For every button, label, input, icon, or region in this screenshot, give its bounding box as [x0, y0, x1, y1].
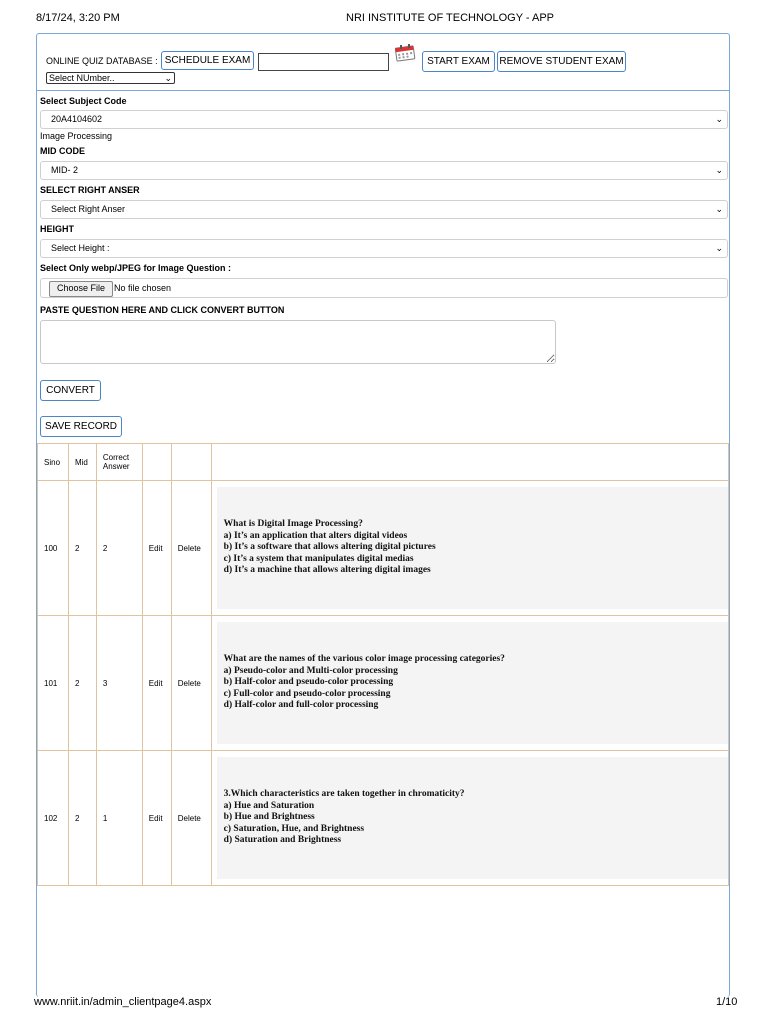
subject-name: Image Processing [40, 131, 113, 141]
number-select-value: Select NUmber.. [49, 73, 115, 83]
chevron-down-icon: ⌄ [715, 243, 723, 253]
mid-header: Mid [68, 444, 96, 481]
question-cell [211, 751, 728, 886]
option-a: a) Hue and Saturation [223, 800, 315, 811]
delete-link[interactable]: Delete [171, 751, 211, 886]
page-title: NRI INSTITUTE OF TECHNOLOGY - APP [346, 12, 555, 24]
height-value: Select Height : [51, 243, 110, 253]
option-a: a) It’s an application that alters digital videos [223, 530, 408, 541]
chevron-down-icon: ⌄ [715, 165, 723, 175]
mid-code-select[interactable] [40, 161, 728, 180]
question-textarea[interactable] [40, 320, 556, 364]
row-sino: 101 [38, 616, 69, 751]
row-sino: 102 [38, 751, 69, 886]
toolbar [37, 34, 729, 91]
table-row [38, 616, 729, 751]
question-cell [211, 616, 728, 751]
schedule-exam-button[interactable]: SCHEDULE EXAM [161, 51, 254, 70]
subject-code-select[interactable] [40, 110, 728, 129]
choose-file-button[interactable]: Choose File [49, 281, 113, 297]
question-text: 3.Which characteristics are taken together in chromaticity? [223, 789, 465, 800]
edit-link[interactable]: Edit [142, 481, 171, 616]
option-b: b) Hue and Brightness [223, 812, 315, 823]
option-d: d) It’s a machine that allows altering digital images [223, 565, 431, 576]
row-mid: 2 [68, 751, 96, 886]
mid-code-label: MID CODE [40, 146, 85, 156]
questions-table [37, 443, 729, 886]
right-answer-value: Select Right Anser [51, 204, 126, 214]
option-c: c) Saturation, Hue, and Brightness [223, 823, 365, 834]
delete-link[interactable]: Delete [171, 616, 211, 751]
option-c: c) It’s a system that manipulates digital medias [223, 553, 414, 564]
table-header-row [38, 444, 729, 481]
right-answer-select[interactable] [40, 200, 728, 219]
convert-button[interactable]: CONVERT [40, 380, 101, 401]
chevron-down-icon: ⌄ [715, 114, 723, 124]
main-panel [36, 33, 730, 997]
correct-answer-header [96, 444, 142, 481]
question-image [217, 757, 728, 879]
print-datetime: 8/17/24, 3:20 PM [36, 12, 120, 24]
delete-link[interactable]: Delete [171, 481, 211, 616]
edit-link[interactable]: Edit [142, 616, 171, 751]
page-number: 1/10 [716, 996, 738, 1008]
delete-header [171, 444, 211, 481]
page-url: www.nriit.in/admin_clientpage4.aspx [34, 996, 212, 1008]
option-c: c) Full-color and pseudo-color processing [223, 688, 391, 699]
row-mid: 2 [68, 616, 96, 751]
option-a: a) Pseudo-color and Multi-color processing [223, 665, 398, 676]
question-image [217, 487, 728, 609]
correct-header-line1: Correct [102, 453, 130, 462]
question-text: What is Digital Image Processing? [223, 519, 363, 530]
row-correct-answer: 3 [96, 616, 142, 751]
edit-header [142, 444, 171, 481]
row-correct-answer: 2 [96, 481, 142, 616]
number-select[interactable] [46, 72, 175, 84]
save-record-button[interactable]: SAVE RECORD [40, 416, 122, 437]
height-label: HEIGHT [40, 224, 75, 234]
db-label: ONLINE QUIZ DATABASE : [46, 56, 158, 66]
sino-header: Sino [38, 444, 69, 481]
table-row [38, 751, 729, 886]
calendar-icon[interactable] [392, 42, 418, 62]
remove-student-exam-button[interactable]: REMOVE STUDENT EXAM [497, 51, 626, 72]
question-cell [211, 481, 728, 616]
table-row [38, 481, 729, 616]
question-image [217, 622, 728, 744]
row-mid: 2 [68, 481, 96, 616]
paste-question-label: PASTE QUESTION HERE AND CLICK CONVERT BUTTON [40, 305, 285, 315]
right-answer-label: SELECT RIGHT ANSER [40, 185, 140, 195]
row-sino: 100 [38, 481, 69, 616]
start-exam-button[interactable]: START EXAM [422, 51, 495, 72]
question-header [211, 444, 728, 481]
no-file-text: No file chosen [114, 283, 172, 293]
image-question-label: Select Only webp/JPEG for Image Question : [40, 263, 232, 273]
exam-input[interactable] [258, 53, 389, 71]
subject-code-label: Select Subject Code [40, 96, 127, 106]
option-b: b) It’s a software that allows altering digital pictures [223, 542, 436, 553]
height-select[interactable] [40, 239, 728, 258]
option-d: d) Saturation and Brightness [223, 835, 342, 846]
subject-code-value: 20A4104602 [51, 114, 103, 124]
option-d: d) Half-color and full-color processing [223, 700, 379, 711]
mid-code-value: MID- 2 [51, 165, 78, 175]
correct-header-line2: Answer [102, 462, 130, 471]
row-correct-answer: 1 [96, 751, 142, 886]
chevron-down-icon: ⌄ [715, 204, 723, 214]
image-file-input[interactable] [40, 278, 728, 298]
option-b: b) Half-color and pseudo-color processing [223, 677, 394, 688]
edit-link[interactable]: Edit [142, 751, 171, 886]
question-text: What are the names of the various color image processing categories? [223, 654, 505, 665]
chevron-down-icon: ⌄ [164, 73, 172, 83]
